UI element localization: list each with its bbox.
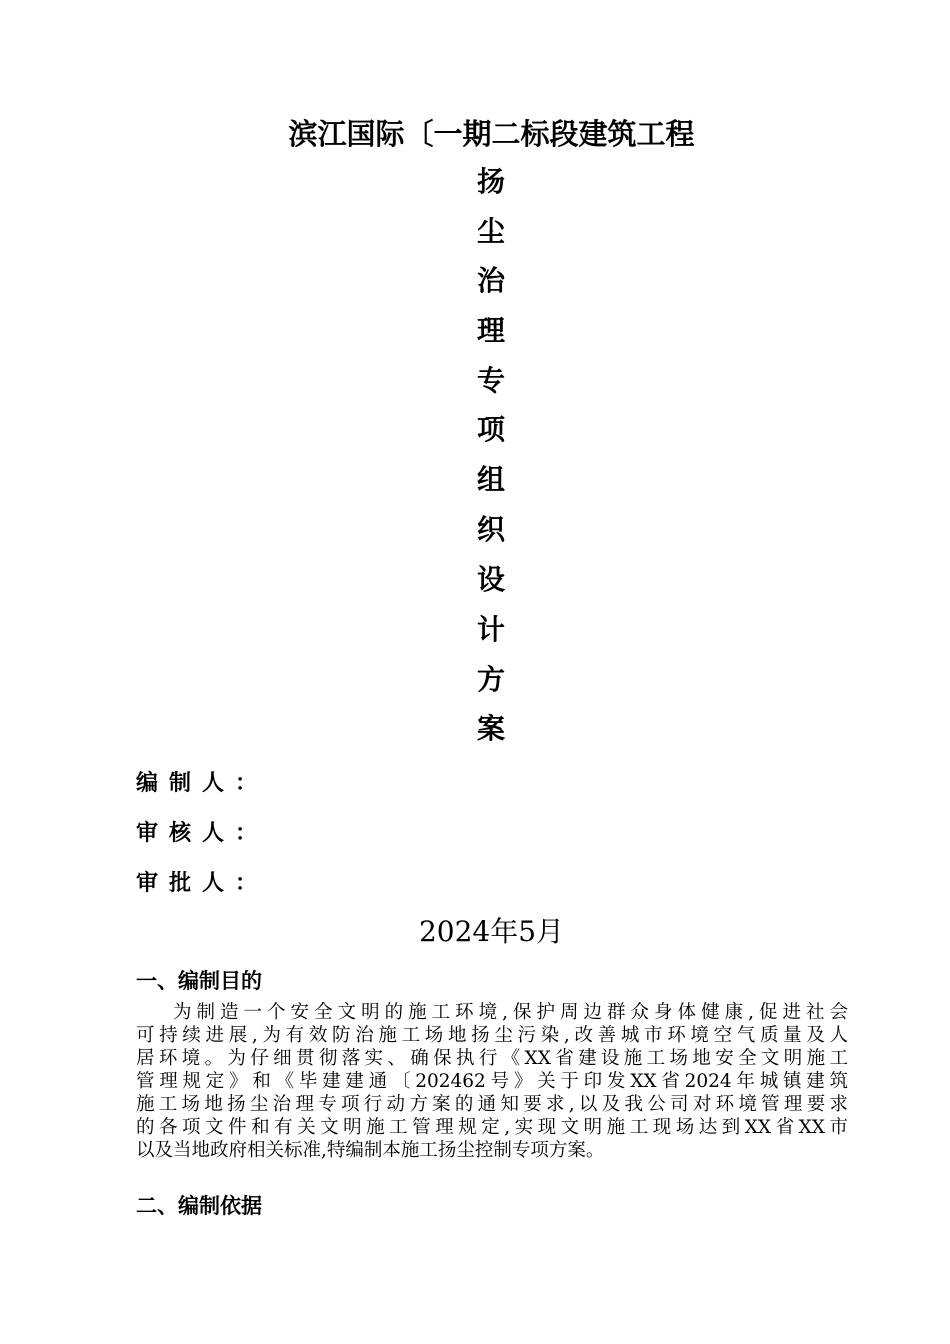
paragraph-line: 居环境。为仔细贯彻落实、确保执行《XX省建设施工场地安全文明施工 <box>136 1048 848 1069</box>
paragraph-line: 以及当地政府相关标准,特编制本施工扬尘控制专项方案。 <box>136 1140 605 1161</box>
vertical-title-char: 尘 <box>476 215 505 248</box>
compiler-label: 编制人： <box>136 770 269 796</box>
reviewer-label: 审核人： <box>136 820 269 846</box>
vertical-title-char: 设 <box>476 563 505 596</box>
section-heading-purpose: 一、编制目的 <box>136 968 262 993</box>
document-title: 滨江国际〔一期二标段建筑工程 <box>288 117 695 151</box>
paragraph-line: 施工场地扬尘治理专项行动方案的通知要求,以及我公司对环境管理要求 <box>136 1094 848 1115</box>
vertical-title-char: 治 <box>476 264 505 297</box>
vertical-title-char: 扬 <box>476 165 505 198</box>
paragraph-line: 为制造一个安全文明的施工环境,保护周边群众身体健康,促进社会 <box>173 1002 848 1023</box>
approver-label: 审批人： <box>136 870 269 896</box>
paragraph-line: 可持续进展,为有效防治施工场地扬尘污染,改善城市环境空气质量及人 <box>136 1025 848 1046</box>
paragraph-line: 的各项文件和有关文明施工管理规定,实现文明施工现场达到XX省XX市 <box>136 1117 848 1138</box>
vertical-title-char: 案 <box>476 712 505 745</box>
vertical-title-char: 理 <box>476 314 505 347</box>
vertical-title-char: 织 <box>476 513 505 546</box>
vertical-title-char: 专 <box>476 364 505 397</box>
vertical-title-char: 项 <box>476 413 505 446</box>
vertical-title-char: 组 <box>476 463 505 496</box>
paragraph-line: 管理规定》和《毕建建通〔202462号》关于印发XX省2024年城镇建筑 <box>136 1071 848 1092</box>
vertical-title-char: 方 <box>476 663 505 696</box>
document-date: 2024年5月 <box>418 915 565 948</box>
section-heading-basis: 二、编制依据 <box>136 1193 262 1218</box>
section-paragraph-purpose <box>136 1001 848 1162</box>
vertical-title-char: 计 <box>476 613 505 646</box>
